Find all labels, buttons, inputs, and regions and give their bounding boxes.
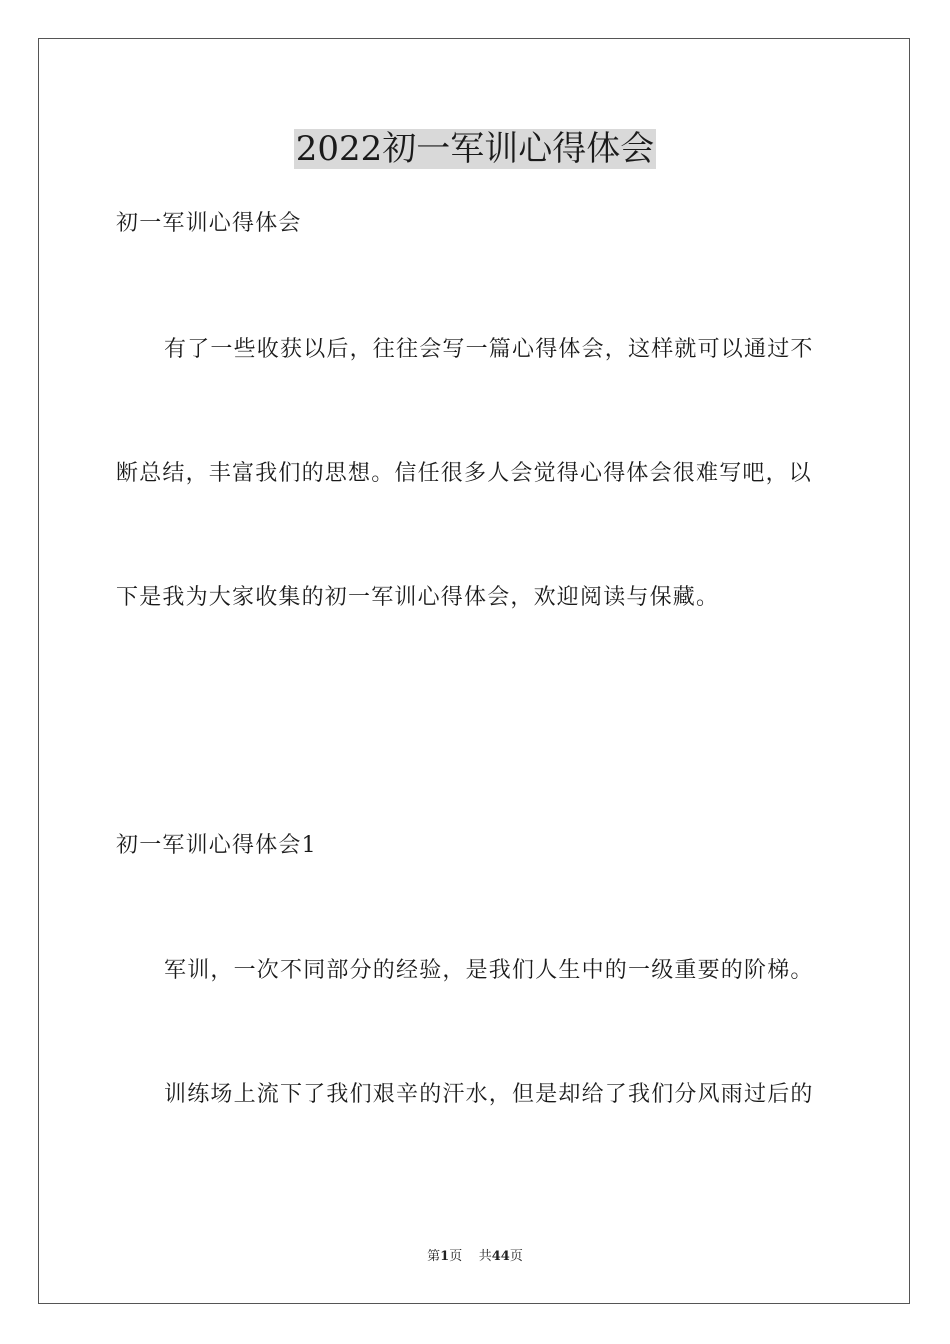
subtitle-line: 初一军训心得体会 <box>116 211 302 236</box>
paragraph-line: 训练场上流下了我们艰辛的汗水，但是却给了我们分风雨过后的 <box>164 1082 814 1107</box>
paragraph-line: 军训，一次不同部分的经验，是我们人生中的一级重要的阶梯。 <box>164 958 814 983</box>
document-title <box>0 128 950 170</box>
section-heading: 初一军训心得体会1 <box>116 833 317 858</box>
page-suffix: 页 <box>449 1249 463 1264</box>
paragraph-line: 有了一些收获以后，往往会写一篇心得体会，这样就可以通过不 <box>164 337 814 362</box>
page-prefix: 第 <box>427 1249 441 1264</box>
current-page-number: 1 <box>440 1249 450 1264</box>
total-prefix: 共 <box>478 1249 492 1264</box>
page-footer <box>0 1248 950 1266</box>
paragraph-line: 断总结，丰富我们的思想。信任很多人会觉得心得体会很难写吧，以 <box>116 461 813 486</box>
document-title-text: 2022初一军训心得体会 <box>295 129 655 169</box>
total-suffix: 页 <box>509 1249 523 1264</box>
paragraph-line: 下是我为大家收集的初一军训心得体会，欢迎阅读与保藏。 <box>116 585 720 610</box>
total-page-count: 44 <box>491 1249 510 1264</box>
